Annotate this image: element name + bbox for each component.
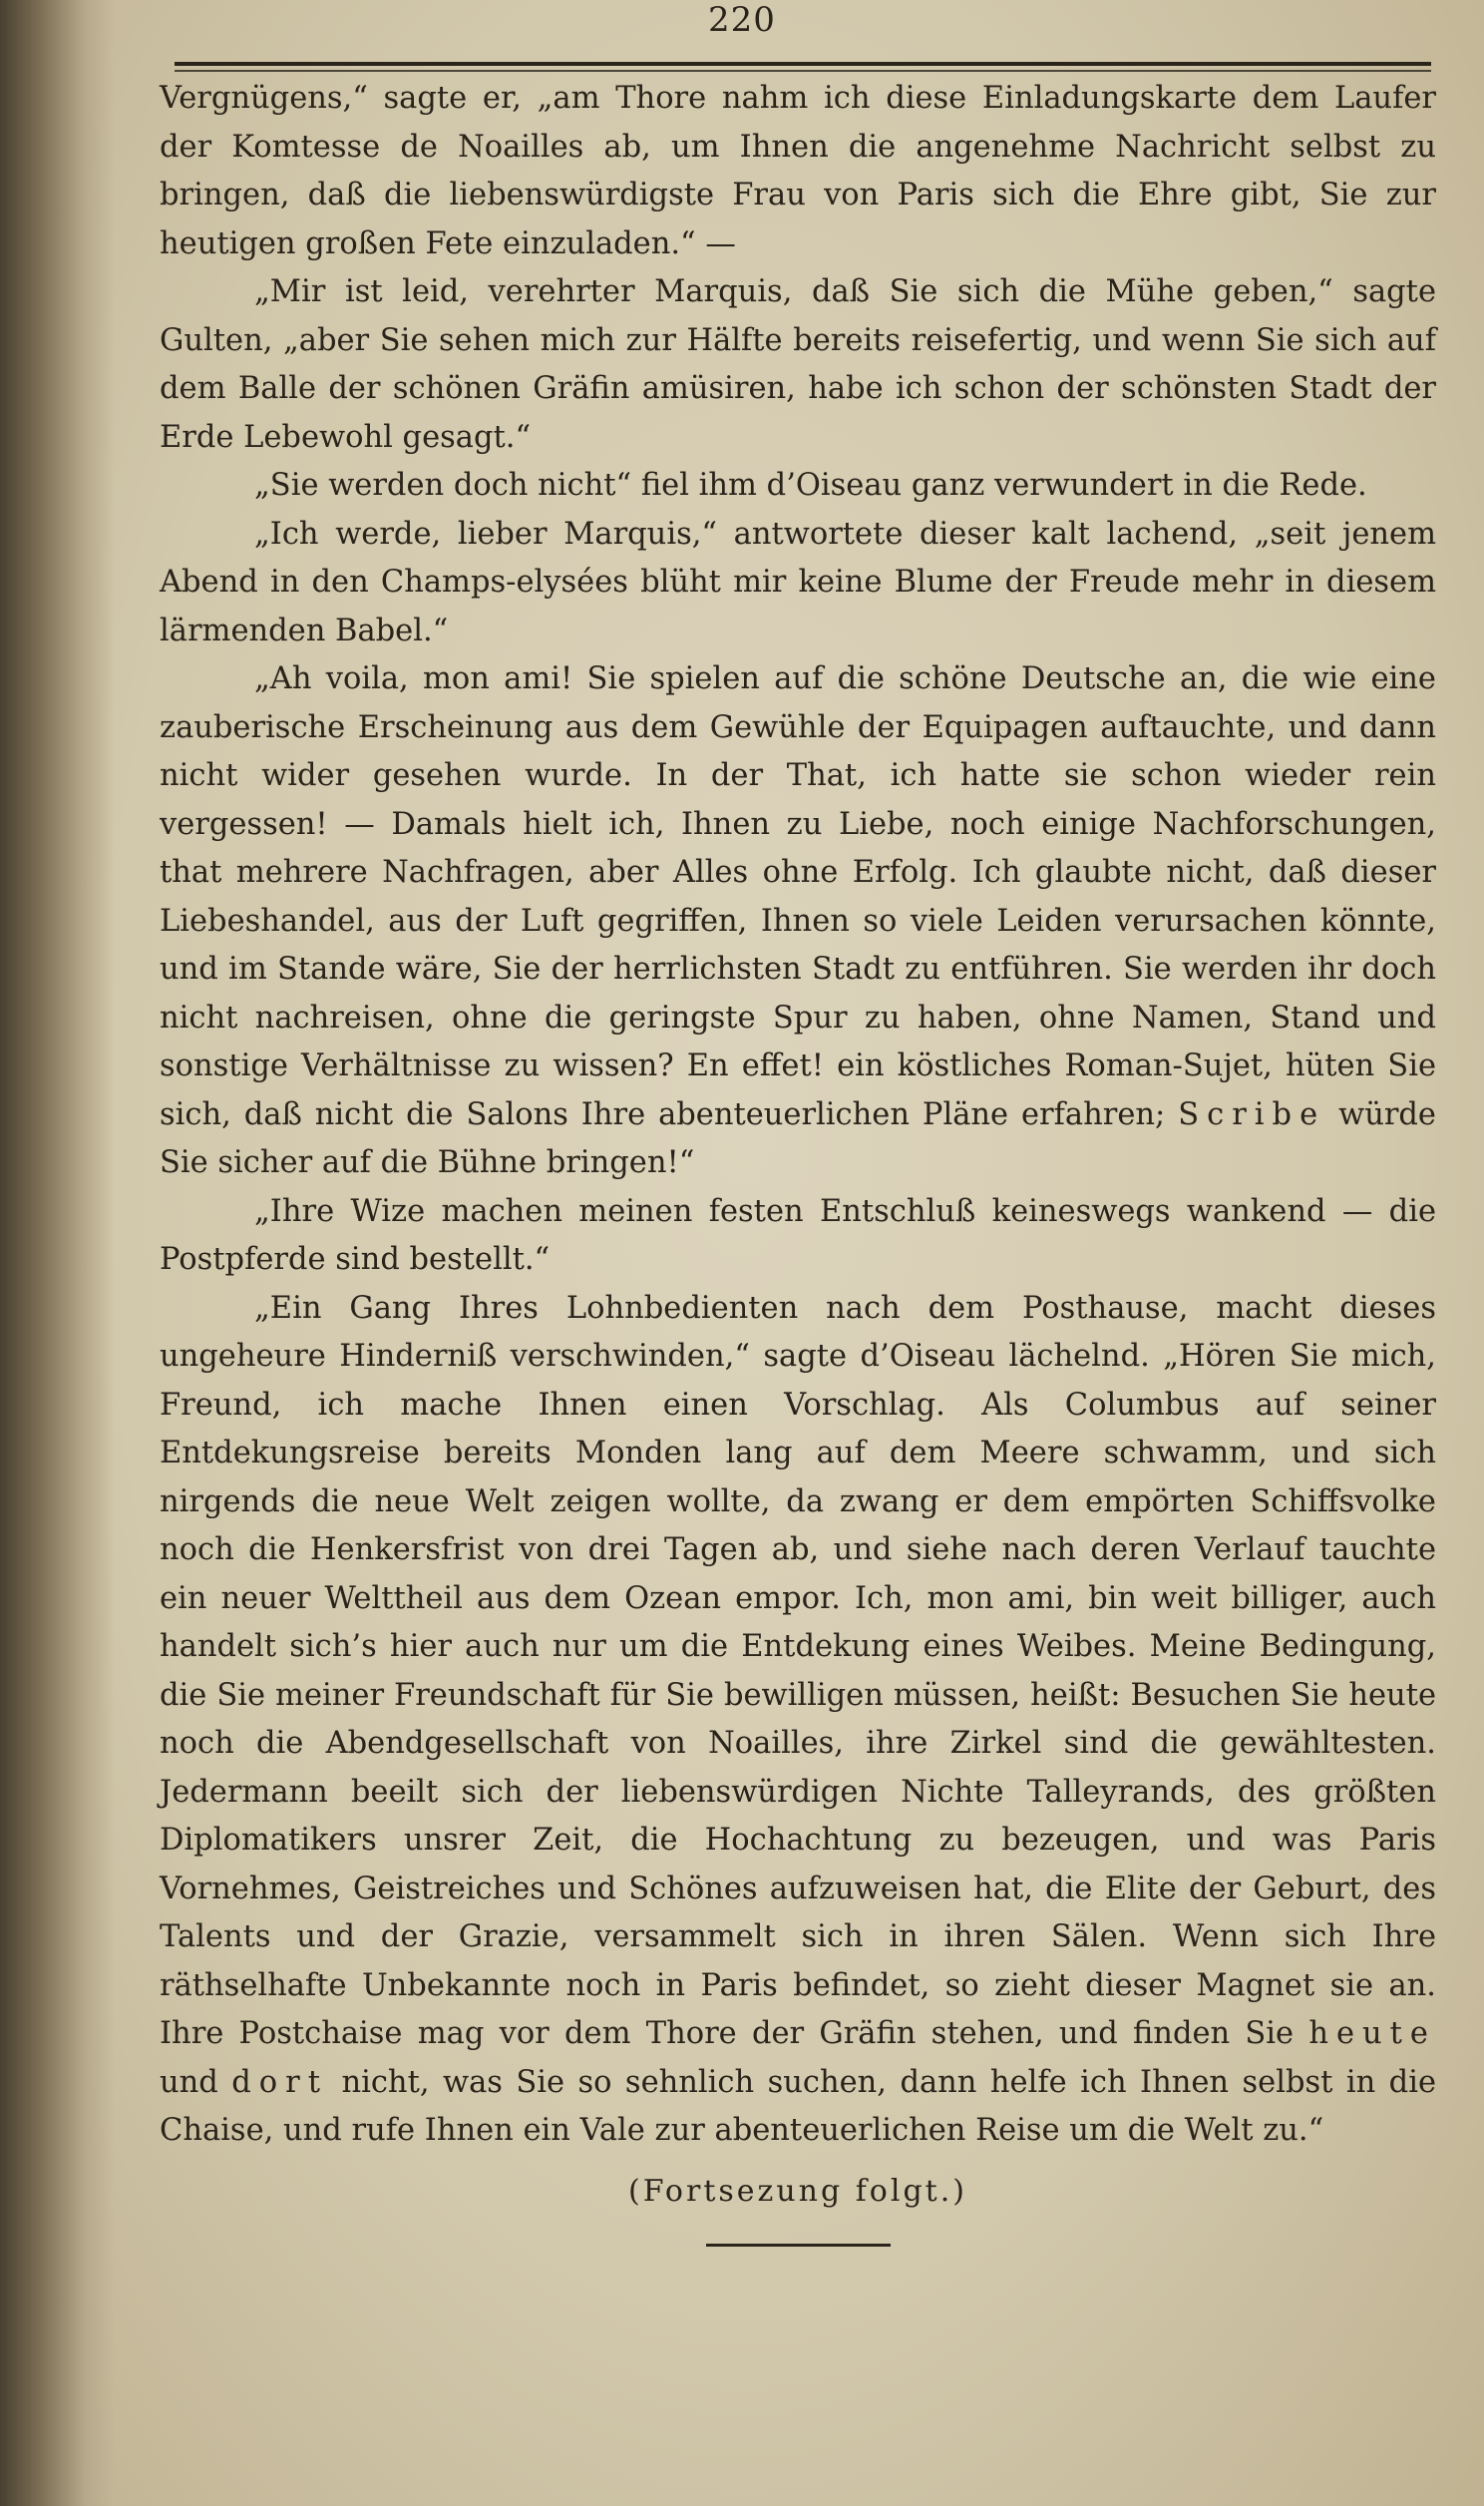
text-segment: „Ah voila, mon ami! Sie spielen auf die schöne Deutsche an, die wie eine zauberische Erscheinung aus dem Gewühle der Equipagen auftauchte, und dann nicht wider gesehen wurde. In der That, ich hatte sie schon wieder rein vergessen! — Damals hielt ich, Ihnen zu Liebe, noch einige Nachforschungen, that mehrere Nachfragen, aber Alles ohne Erfolg. Ich glaubte nicht, daß dieser Liebeshandel, aus der Luft gegriffen, Ihnen so viele Leiden verursachen könnte, und im Stande wäre, Sie der herrlichsten Stadt zu entführen. Sie werden ihr doch nicht nachreisen, ohne die geringste Spur zu haben, ohne Namen, Stand und sonstige Verhältnisse zu wissen? En effet! ein köstliches Roman-Sujet, hüten Sie sich, daß nicht die Salons Ihre abenteuerlichen Pläne erfahren; (160, 661, 1436, 1132)
text-segment: würde Sie sicher auf die Bühne bringen!“ (160, 1096, 1436, 1180)
paragraph-list (160, 75, 1436, 2156)
text-segment: „Ein Gang Ihres Lohnbedienten nach dem Posthause, macht dieses ungeheure Hinderniß verschwinden,“ sagte d’Oiseau lächelnd. „Hören Sie mich, Freund, ich mache Ihnen einen Vorschlag. Als Columbus auf seiner Entdekungsreise bereits Monden lang auf dem Meere schwamm, und sich nirgends die neue Welt zeigen wollte, da zwang er dem empörten Schiffsvolke noch die Henkersfrist von drei Tagen ab, und siehe nach deren Verlauf tauchte ein neuer Welttheil aus dem Ozean empor. Ich, mon ami, bin weit billiger, auch handelt sich’s hier auch nur um die Entdekung eines Weibes. Meine Bedingung, die Sie meiner Freundschaft für Sie bewilligen müssen, heißt: Besuchen Sie heute noch die Abendgesellschaft von Noailles, ihre Zirkel sind die gewähltesten. Jedermann beeilt sich der liebenswürdigen Nichte Talleyrands, des größten Diplomatikers unsrer Zeit, die Hochachtung zu bezeugen, und was Paris Vornehmes, Geistreiches und Schönes aufzuweisen hat, die Elite der Geburt, des Talents und der Grazie, versammelt sich in ihren Sälen. Wenn sich Ihre räthselhafte Unbekannte noch in Paris befindet, so zieht dieser Magnet sie an. Ihre Postchaise mag vor dem Thore der Gräfin stehen, und finden Sie (160, 1290, 1436, 2051)
paragraph: „Sie werden doch nicht“ fiel ihm d’Oiseau ganz verwundert in die Rede. (254, 468, 1367, 503)
text-segment: und (160, 2064, 232, 2100)
article-text (160, 75, 1436, 2247)
header-rule (175, 62, 1431, 66)
header-rule-thin (175, 70, 1431, 72)
binding-gutter (0, 0, 115, 2506)
end-rule (706, 2244, 891, 2247)
paragraph: „Mir ist leid, verehrter Marquis, daß Sie sich die Mühe geben,“ sagte Gulten, „aber Sie sehen mich zur Hälfte bereits reisefertig, und wenn Sie sich auf dem Balle der schönen Gräfin amüsiren, habe ich schon der schönsten Stadt der Erde Lebewohl gesagt.“ (160, 274, 1436, 455)
continuation-note: (Fortsezung folgt.) (628, 2173, 967, 2209)
emphasized-word: dort (231, 2064, 328, 2100)
page-number: 220 (708, 0, 776, 40)
paragraph: Vergnügens,“ sagte er, „am Thore nahm ich diese Einladungskarte dem Laufer der Komtesse de Noailles ab, um Ihnen die angenehme Nachricht selbst zu bringen, daß die liebenswürdigste Frau von Paris sich die Ehre gibt, Sie zur heutigen großen Fete einzuladen.“ — (160, 81, 1436, 261)
paragraph: „Ihre Wize machen meinen festen Entschluß keineswegs wankend — die Postpferde sind bestellt.“ (160, 1193, 1436, 1277)
paragraph: „Ich werde, lieber Marquis,“ antwortete dieser kalt lachend, „seit jenem Abend in den Champs-elysées blüht mir keine Blume der Freude mehr in diesem lärmenden Babel.“ (160, 516, 1436, 648)
text-segment: nicht, was Sie so sehnlich suchen, dann helfe ich Ihnen selbst in die Chaise, und rufe Ihnen ein Vale zur abenteuerlichen Reise um die Welt zu.“ (160, 2064, 1436, 2148)
paragraph (160, 655, 1436, 1188)
paragraph (160, 1285, 1436, 2156)
emphasized-word: Scribe (1178, 1096, 1326, 1132)
emphasized-word: heute (1308, 2016, 1436, 2051)
